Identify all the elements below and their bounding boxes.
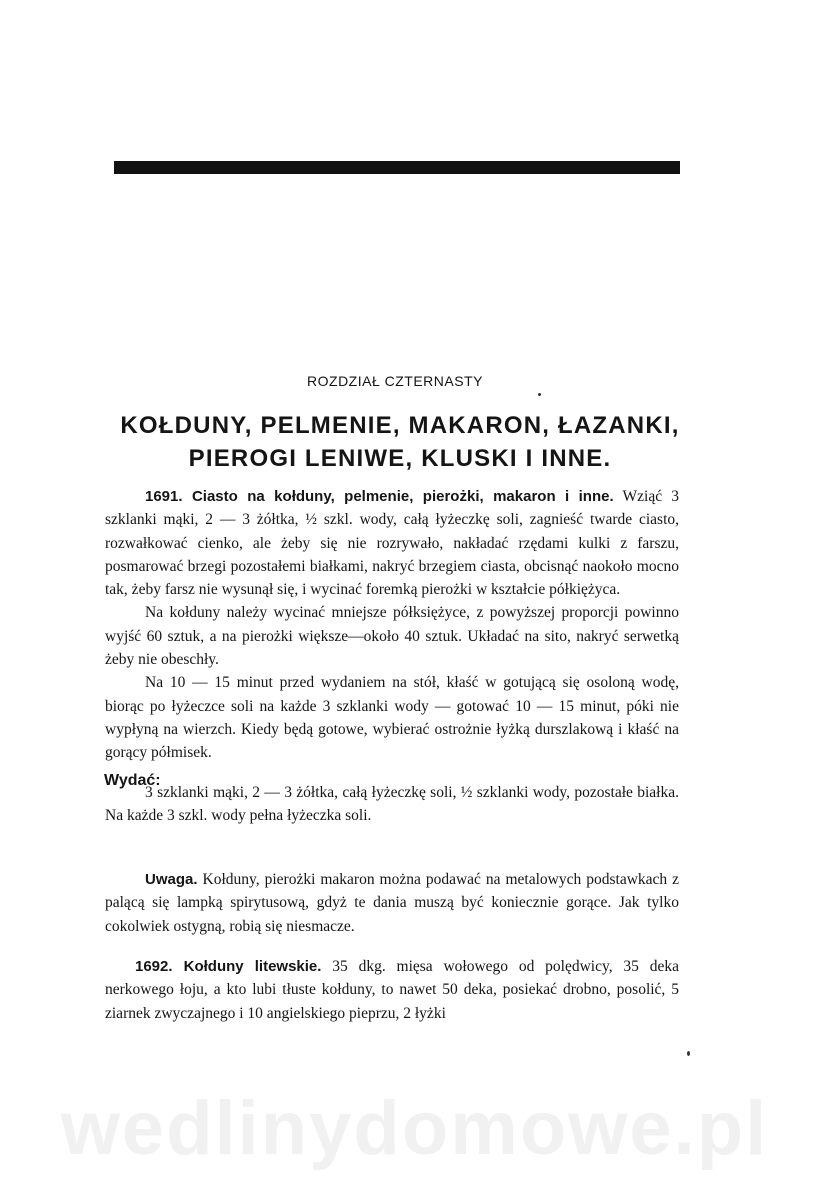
chapter-title-line-2: PIEROGI LENIWE, KLUSKI I INNE. xyxy=(188,445,612,472)
recipe-1691-para-2: Na kołduny należy wycinać mniejsze półksiężyce, z powyższej proporcji powinno wyjść 60 sztuk, a na pierożki większe—około 40 sztuk. Układać na sito, nakryć serwetką żeby nie obeschły. xyxy=(105,604,679,669)
print-speck xyxy=(687,1051,690,1056)
uwaga-section xyxy=(105,868,679,938)
watermark-text: wedlinydomowe.pl xyxy=(60,1086,769,1171)
wydac-section xyxy=(105,781,679,828)
uwaga-para xyxy=(105,868,679,938)
recipe-1692-text: 35 dkg. mięsa wołowego od polędwicy, 35 deka nerkowego łoju, a kto lubi tłuste kołduny, to nawet 50 deka, posiekać drobno, posolić, 5 ziarnek zwyczajnego i 10 angielskiego pieprzu, 2 łyżki xyxy=(105,958,679,1022)
recipe-1692-title: 1692. Kołduny litewskie. xyxy=(135,958,322,975)
recipe-1692 xyxy=(105,955,679,1025)
wydac-text: 3 szklanki mąki, 2 — 3 żółtka, całą łyżeczkę soli, ½ szklanki wody, pozostałe białka. Na każde 3 szkl. wody pełna łyżeczka soli. xyxy=(105,784,679,825)
wydac-heading: Wydać: xyxy=(104,772,161,789)
uwaga-label: Uwaga. xyxy=(145,871,198,888)
chapter-label: ROZDZIAŁ CZTERNASTY xyxy=(307,373,483,389)
recipe-1691-text-1: Wziąć 3 szklanki mąki, 2 — 3 żółtka, ½ szkl. wody, całą łyżeczkę soli, zagnieść twarde ciasto, rozwałkować cienko, ale żeby się nie rozrywało, nakładać rzędami kulki z farszu, posmarować brzegi pozostałemi białkami, nakryć brzegiem ciasta, obcisnąć naokoło mocno tak, żeby farsz nie wysunął się, i wycinać foremką pierożki w kształcie półkiężyca. xyxy=(105,488,679,599)
recipe-1692-para xyxy=(105,955,679,1025)
recipe-1691-para-1 xyxy=(105,485,679,601)
chapter-title-line-1: KOŁDUNY, PELMENIE, MAKARON, ŁAZANKI, xyxy=(120,412,680,439)
recipe-1691 xyxy=(105,485,679,765)
top-rule xyxy=(114,161,680,174)
recipe-1691-title: 1691. Ciasto na kołduny, pelmenie, pierożki, makaron i inne. xyxy=(145,488,614,505)
print-speck xyxy=(538,393,541,396)
recipe-1691-para-3: Na 10 — 15 minut przed wydaniem na stół, kłaść w gotującą się osoloną wodę, biorąc po łyżeczce soli na każde 3 szklanki wody — gotować 10 — 15 minut, póki nie wypłyną na wierzch. Kiedy będą gotowe, wybierać ostrożnie łyżką durszlakową i kłaść na gorący półmisek. xyxy=(105,674,679,762)
uwaga-text: Kołduny, pierożki makaron można podawać na metalowych podstawkach z palącą się lampką spirytusową, gdyż te dania muszą być koniecznie gorące. Jak tylko cokolwiek ostygną, robią się niesmacze. xyxy=(105,871,680,935)
